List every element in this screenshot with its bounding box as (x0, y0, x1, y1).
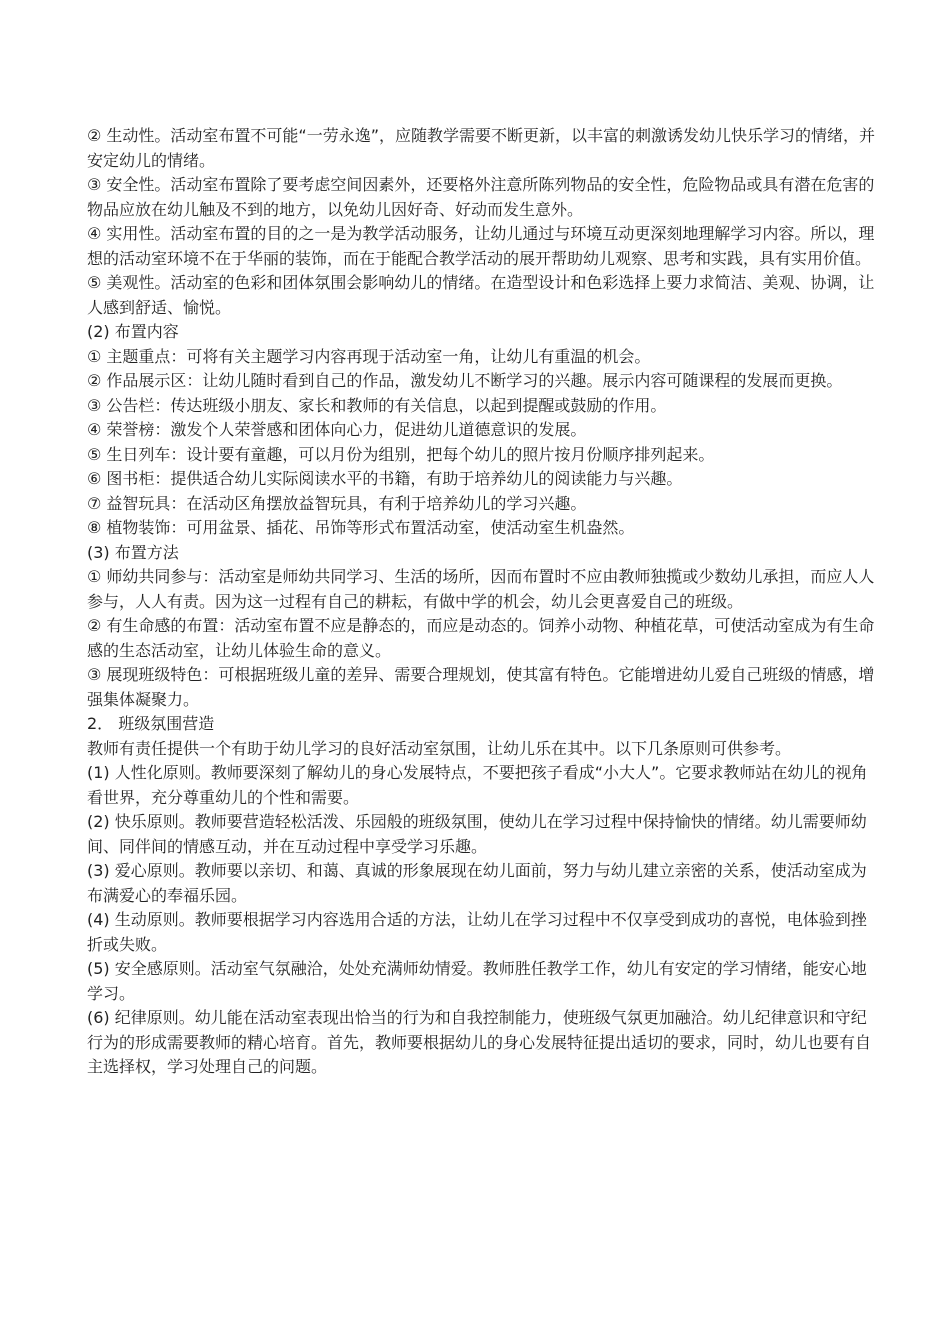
paragraph-bookshelf: ⑥ 图书柜：提供适合幼儿实际阅读水平的书籍，有助于培养幼儿的阅读能力与兴趣。 (87, 469, 683, 488)
heading-layout-content: (2) 布置内容 (87, 322, 179, 341)
paragraph-security-principle: (5) 安全感原则。活动室气氛融洽，处处充满师幼情爱。教师胜任教学工作，幼儿有安定的学习情绪，能安心地学习。 (87, 959, 867, 1003)
paragraph-joint-participation: ① 师幼共同参与：活动室是师幼共同学习、生活的场所，因而布置时不应由教师独揽或少数幼儿承担，而应人人参与，人人有责。因为这一过程有自己的耕耘，有做中学的机会，幼儿会更喜爱自己的班级。 (87, 567, 875, 611)
paragraph-discipline-principle: (6) 纪律原则。幼儿能在活动室表现出恰当的行为和自我控制能力，使班级气氛更加融洽。幼儿纪律意识和守纪行为的形成需要教师的精心培育。首先，教师要根据幼儿的身心发展特征提出适切的要求，同时，幼儿也要有自主选择权，学习处理自己的问题。 (87, 1008, 872, 1076)
paragraph-vividness: ② 生动性。活动室布置不可能“一劳永逸”，应随教学需要不断更新，以丰富的刺激诱发幼儿快乐学习的情绪，并安定幼儿的情绪。 (87, 126, 876, 170)
paragraph-work-display: ② 作品展示区：让幼儿随时看到自己的作品，激发幼儿不断学习的兴趣。展示内容可随课程的发展而更换。 (87, 371, 843, 390)
paragraph-puzzle-toys: ⑦ 益智玩具：在活动区角摆放益智玩具，有利于培养幼儿的学习兴趣。 (87, 493, 587, 513)
heading-class-atmosphere: 2． 班级氛围营造 (87, 714, 215, 733)
paragraph-honor-roll: ④ 荣誉榜：激发个人荣誉感和团体向心力，促进幼儿道德意识的发展。 (87, 420, 587, 439)
heading-layout-method: (3) 布置方法 (87, 542, 179, 562)
document-body (87, 124, 877, 1080)
paragraph-love-principle: (3) 爱心原则。教师要以亲切、和蔼、真诚的形象展现在幼儿面前，努力与幼儿建立亲密的关系，使活动室成为布满爱心的奉福乐园。 (87, 861, 867, 905)
paragraph-bulletin-board: ③ 公告栏：传达班级小朋友、家长和教师的有关信息，以起到提醒或鼓励的作用。 (87, 395, 667, 415)
paragraph-atmosphere-intro: 教师有责任提供一个有助于幼儿学习的良好活动室氛围，让幼儿乐在其中。以下几条原则可供参考。 (87, 738, 792, 758)
paragraph-theme-focus: ① 主题重点：可将有关主题学习内容再现于活动室一角，让幼儿有重温的机会。 (87, 346, 651, 366)
paragraph-aesthetics: ⑤ 美观性。活动室的色彩和团体氛围会影响幼儿的情绪。在造型设计和色彩选择上要力求简洁、美观、协调，让人感到舒适、愉悦。 (87, 273, 875, 317)
paragraph-living-layout: ② 有生命感的布置：活动室布置不应是静态的，而应是动态的。饲养小动物、种植花草，可使活动室成为有生命感的生态活动室，让幼儿体验生命的意义。 (87, 616, 875, 660)
paragraph-plant-decoration: ⑧ 植物装饰：可用盆景、插花、吊饰等形式布置活动室，使活动室生机盎然。 (87, 518, 635, 537)
paragraph-practicality: ④ 实用性。活动室布置的目的之一是为教学活动服务，让幼儿通过与环境互动更深刻地理解学习内容。所以，理想的活动室环境不在于华丽的装饰，而在于能配合教学活动的展开帮助幼儿观察、思考和实践，具有实用价值。 (87, 224, 875, 268)
paragraph-vivid-principle: (4) 生动原则。教师要根据学习内容选用合适的方法，让幼儿在学习过程中不仅享受到成功的喜悦，电体验到挫折或失败。 (87, 910, 867, 954)
paragraph-safety: ③ 安全性。活动室布置除了要考虑空间因素外，还要格外注意所陈列物品的安全性，危险物品或具有潜在危害的物品应放在幼儿触及不到的地方，以免幼儿因好奇、好动而发生意外。 (87, 175, 875, 219)
paragraph-humanization-principle: (1) 人性化原则。教师要深刻了解幼儿的身心发展特点，不要把孩子看成“小大人”。它要求教师站在幼儿的视角看世界，充分尊重幼儿的个性和需要。 (87, 763, 868, 807)
paragraph-happiness-principle: (2) 快乐原则。教师要营造轻松活泼、乐园般的班级氛围，使幼儿在学习过程中保持愉快的情绪。幼儿需要师幼间、同伴间的情感互动，并在互动过程中享受学习乐趣。 (87, 812, 867, 856)
paragraph-class-features: ③ 展现班级特色：可根据班级儿童的差异、需要合理规划，使其富有特色。它能增进幼儿爱自己班级的情感，增强集体凝聚力。 (87, 665, 875, 709)
paragraph-birthday-train: ⑤ 生日列车：设计要有童趣，可以月份为组别，把每个幼儿的照片按月份顺序排列起来。 (87, 444, 715, 464)
